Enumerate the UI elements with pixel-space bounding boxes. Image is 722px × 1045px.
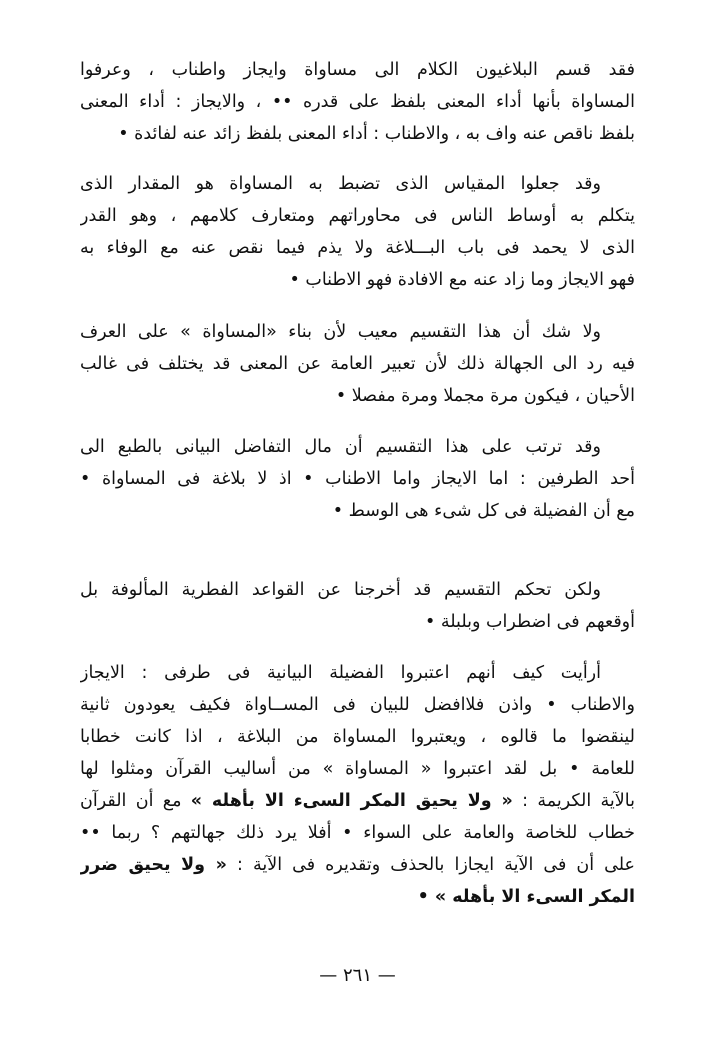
paragraph-1 xyxy=(80,54,635,150)
text-line: خطاب للخاصة والعامة على السواء • أفلا يرد ذلك جهالتهم ؟ ربما •• xyxy=(80,823,635,843)
text-line: فقد قسم البلاغيون الكلام الى مساواة وايجاز واطناب ، وعرفوا xyxy=(80,60,635,80)
text-line-with-quote xyxy=(80,849,635,881)
quranic-quote: « ولا يحيق المكر السىء الا بأهله » xyxy=(190,791,513,811)
paragraph-4 xyxy=(80,431,635,527)
text-line: أحد الطرفين : اما الايجاز واما الاطناب • اذ لا بلاغة فى المساواة • xyxy=(80,469,635,489)
text-line: أرأيت كيف أنهم اعتبروا الفضيلة البيانية فى طرفى : الايجاز xyxy=(80,663,601,683)
quranic-quote: « ولا يحيق ضرر xyxy=(80,855,227,875)
text-fragment: على أن فى الآية ايجازا بالحذف وتقديره فى الآية : xyxy=(237,855,635,875)
text-line: والاطناب • واذن فلاافضل للبيان فى المســاواة فكيف يعودون ثانية xyxy=(80,695,635,715)
paragraph-3 xyxy=(80,316,635,412)
text-line: مع أن الفضيلة فى كل شىء هى الوسط • xyxy=(332,501,635,521)
text-line: ولكن تحكم التقسيم قد أخرجنا عن القواعد الفطرية المألوفة بل xyxy=(80,580,601,600)
text-fragment: بالآية الكريمة : xyxy=(522,791,635,811)
text-line: أوقعهم فى اضطراب وبلبلة • xyxy=(425,612,635,632)
text-line: الذى لا يحمد فى باب البـــلاغة ولا يذم فيما نقص عنه مع الوفاء به xyxy=(80,238,635,258)
text-line: وقد جعلوا المقياس الذى تضبط به المساواة هو المقدار الذى xyxy=(80,174,601,194)
text-line: للعامة • بل لقد اعتبروا « المساواة » من أساليب القرآن ومثلوا لها xyxy=(80,759,635,779)
paragraph-2 xyxy=(80,168,635,296)
text-line: بلفظ ناقص عنه واف به ، والاطناب : أداء المعنى بلفظ زائد عنه لفائدة • xyxy=(118,124,635,144)
text-line xyxy=(80,881,635,913)
text-line: المساواة بأنها أداء المعنى بلفظ على قدره •• ، والايجاز : أداء المعنى xyxy=(80,92,635,112)
text-line: ولا شك أن هذا التقسيم معيب لأن بناء «المساواة » على العرف xyxy=(80,322,601,342)
text-line: وقد ترتب على هذا التقسيم أن مال التفاضل البيانى بالطبع الى xyxy=(80,437,601,457)
text-line: الأحيان ، فيكون مرة مجملا ومرة مفصلا • xyxy=(335,386,635,406)
text-line-with-quote xyxy=(80,785,635,817)
text-fragment: مع أن القرآن xyxy=(80,791,182,811)
paragraph-6 xyxy=(80,657,635,913)
paragraph-5 xyxy=(80,574,635,638)
text-line: فيه رد الى الجهالة ذلك لأن تعبير العامة عن المعنى قد يختلف فى غالب xyxy=(80,354,635,374)
page-number: — ٢٦١ — xyxy=(319,965,396,986)
text-line: يتكلم به أوساط الناس فى محاوراتهم ومتعارف كلامهم ، وهو القدر xyxy=(80,206,635,226)
text-line: فهو الايجاز وما زاد عنه مع الافادة فهو الاطناب • xyxy=(289,270,635,290)
text-line: لينقضوا ما قالوه ، ويعتبروا المساواة من البلاغة ، اذا كانت خطابا xyxy=(80,727,635,747)
quranic-quote: المكر السىء الا بأهله » • xyxy=(417,887,635,907)
document-page xyxy=(80,40,635,1000)
